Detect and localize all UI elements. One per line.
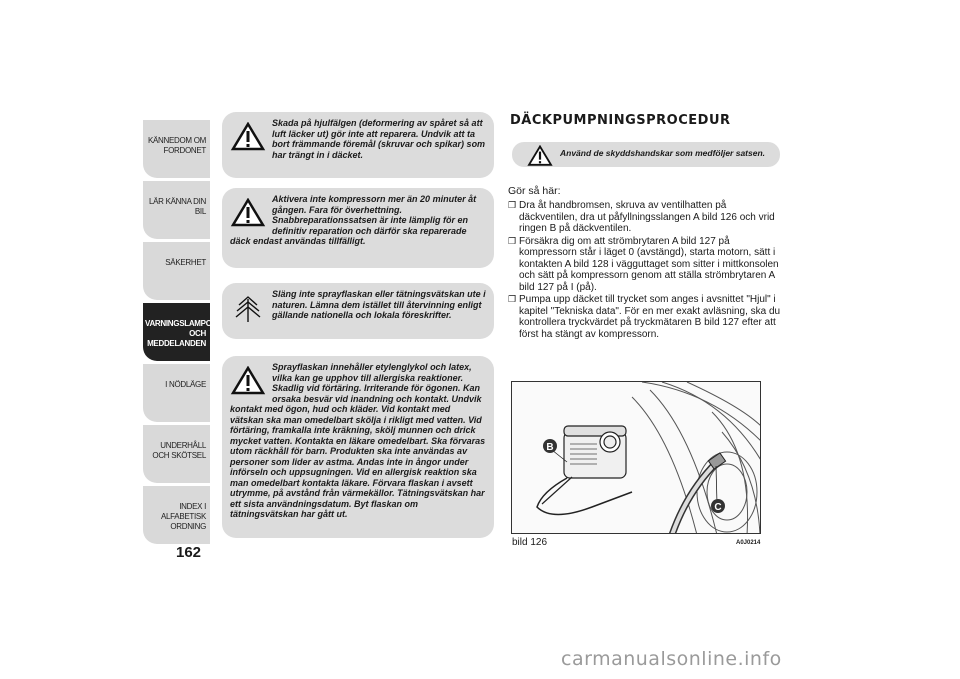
figure-caption: bild 126 [512, 537, 548, 548]
warning-box-compressor-time [222, 188, 494, 268]
warning-box-spray-bottle [222, 356, 494, 538]
procedure-steps [508, 200, 784, 341]
tab-kannedom-om-fordonet[interactable] [143, 120, 210, 178]
label-c: C [714, 502, 722, 513]
warning-text: Skada på hjulfälgen (deformering av spåret så att luft läcker ut) gör inte att reparera. Undvik att ta bort främmande föremål (skruvar och spikar) som har trängt in i däcket. [272, 118, 486, 160]
tab-label: SÄKERHET [165, 258, 206, 267]
list-item [508, 294, 784, 340]
tab-label: KÄNNEDOM OM FORDONET [147, 136, 206, 155]
step-text: Försäkra dig om att strömbrytaren A bild 127 på kompressorn står i läget 0 (avstängd), starta motorn, sätt i kontakten A bild 128 i vägguttaget som sitter i mittkonsolen och sätt på kompressorn genom att ställa strömbrytaren A bild 127 på I (på). [519, 235, 779, 293]
tab-label: VARNINGSLAMPOR OCH MEDDELANDEN [145, 319, 218, 348]
label-b: B [546, 442, 554, 453]
tab-i-nodlage[interactable] [143, 364, 210, 422]
tab-underhall-och-skotsel[interactable] [143, 425, 210, 483]
gloves-notice [512, 142, 780, 167]
page-number: 162 [176, 544, 202, 561]
environment-box-disposal [222, 283, 494, 339]
compressor-drawing [512, 382, 761, 534]
list-item [508, 200, 784, 235]
list-item [508, 236, 784, 294]
tab-lar-kanna-din-bil[interactable] [143, 181, 210, 239]
figure-compressor-illustration [511, 381, 761, 534]
tab-label: I NÖDLÄGE [165, 380, 206, 389]
checkbox-bullet-icon: ❒ [508, 294, 517, 304]
warning-text: Sprayflaskan innehåller etylenglykol och latex, vilka kan ge upphov till allergiska reaktioner. Skadlig vid förtäring. Irriterande för ögonen. Kan orsaka besvär vid inandning och kontakt. Undvik kontakt med ögon, hud och kläder. Vid kontakt med vätskan ska man omedelbart skölja i rikligt med vatten. Vid förtäring, framkalla inte kräkning, skölj munnen och drick mycket vatten. Kontakta en läkare omedelbart. Ska förvaras utom räckhåll för barn. Produkten ska inte användas av personer som lider av astma. Andas inte in ångor under införseln och uppsugningen. Vid en allergisk reaktion ska man omedelbart kontakta läkare. Förvara flaskan i avsett utrymme, på avstånd från värmekällor. Tätningsvätskan har ett sista användningsdatum. Byt flaskan om tätningsvätskan har gått ut. [230, 362, 486, 519]
tab-label: LÄR KÄNNA DIN BIL [148, 197, 206, 216]
warning-text: Aktivera inte kompressorn mer än 20 minuter åt gången. Fara för överhettning. Snabbreparationssatsen är inte lämplig för en definitiv reparation och därför ska reparerade däck endast användas tillfälligt. [230, 194, 477, 246]
tab-varningslampor[interactable] [143, 303, 218, 361]
checkbox-bullet-icon: ❒ [508, 200, 517, 210]
tab-index[interactable] [143, 486, 210, 544]
tab-sakerhet[interactable] [143, 242, 210, 300]
tab-label: UNDERHÅLL OCH SKÖTSEL [152, 441, 206, 460]
environment-tree-icon [230, 293, 266, 323]
step-text: Dra åt handbromsen, skruva av ventilhatten på däckventilen, dra ut påfyllningsslangen A bild 126 och vrid ringen B på däckventilen. [519, 200, 775, 234]
warning-triangle-icon [526, 145, 554, 167]
warning-triangle-icon [230, 366, 266, 396]
section-heading: DÄCKPUMPNINGSPROCEDUR [510, 113, 731, 128]
environment-text: Släng inte sprayflaskan eller tätningsvätskan ute i naturen. Lämna dem istället till återvinning enligt gällande nationella och lokala föreskrifter. [272, 289, 486, 320]
tab-label: INDEX I ALFABETISK ORDNING [160, 502, 206, 531]
procedure-intro: Gör så här: [508, 185, 561, 197]
notice-text: Använd de skyddshandskar som medföljer satsen. [560, 148, 766, 158]
warning-triangle-icon [230, 198, 266, 228]
step-text: Pumpa upp däcket till trycket som anges i avsnittet "Hjul" i kapitel "Tekniska data". För en mer exakt avläsning, ska du kontrollera tryckvärdet på tryckmätaren B bild 127 efter att först ha stängt av kompressorn. [519, 294, 781, 340]
figure-code: A0J0214 [736, 540, 761, 546]
checkbox-bullet-icon: ❒ [508, 235, 517, 246]
watermark-text: carmanualsonline.info [561, 648, 782, 670]
warning-box-rim-damage [222, 112, 494, 178]
warning-triangle-icon [230, 122, 266, 152]
